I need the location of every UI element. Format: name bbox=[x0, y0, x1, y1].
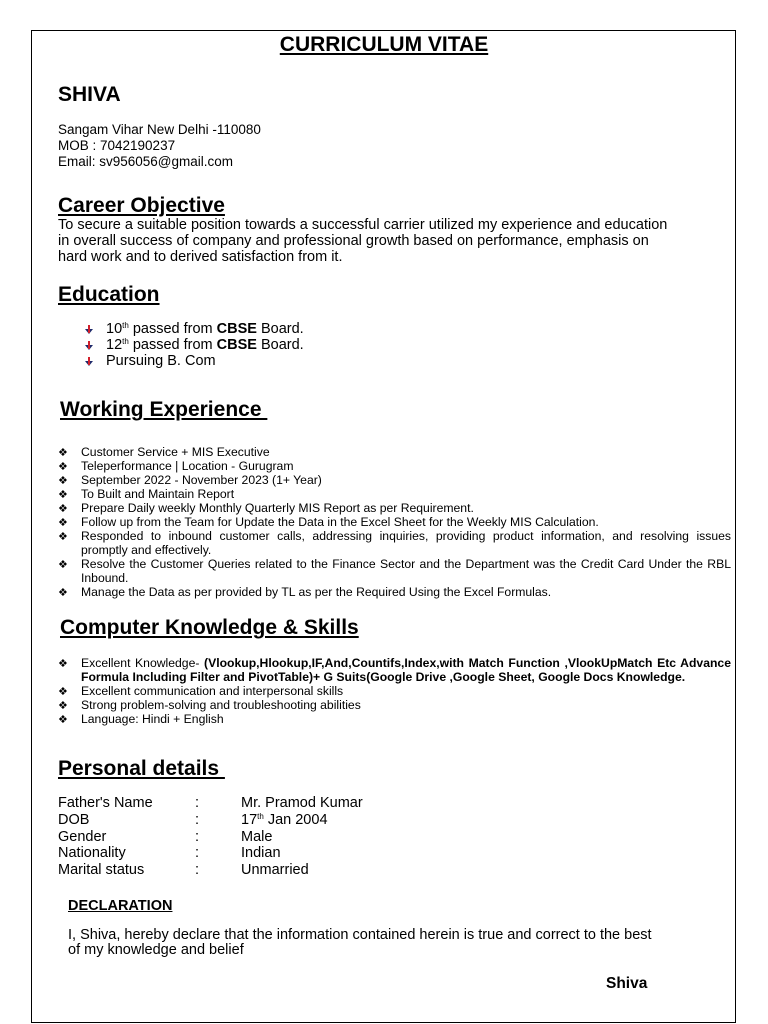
declaration-line: I, Shiva, hereby declare that the information contained herein is true and correct to the best bbox=[68, 927, 652, 943]
diamond-bullet-icon: ❖ bbox=[58, 714, 68, 726]
objective-line: hard work and to derived satisfaction from it. bbox=[58, 248, 343, 265]
education-item: Pursuing B. Com bbox=[84, 354, 304, 370]
skills-heading: Computer Knowledge & Skills bbox=[60, 616, 359, 639]
education-list bbox=[84, 322, 304, 369]
list-item: ❖ Language: Hindi + English bbox=[58, 712, 224, 726]
diamond-bullet-icon: ❖ bbox=[58, 489, 68, 501]
education-item: 12th passed from CBSE Board. bbox=[84, 338, 304, 354]
arrow-bullet-icon bbox=[84, 325, 94, 335]
working-experience-heading: Working Experience bbox=[60, 398, 268, 421]
education-heading: Education bbox=[58, 283, 160, 306]
diamond-bullet-icon: ❖ bbox=[58, 658, 68, 670]
list-item: ❖ Excellent communication and interpersonal skills bbox=[58, 684, 344, 698]
list-item: ❖ Resolve the Customer Queries related to the Finance Sector and the Department was the Credit Card Under the RBL Inbound. bbox=[58, 557, 731, 585]
career-objective-heading: Career Objective bbox=[58, 194, 225, 217]
address: Sangam Vihar New Delhi -110080 bbox=[58, 122, 261, 137]
experience-list bbox=[58, 445, 731, 599]
signature: Shiva bbox=[606, 975, 648, 992]
diamond-bullet-icon: ❖ bbox=[58, 517, 68, 529]
diamond-bullet-icon: ❖ bbox=[58, 447, 68, 459]
contact-block bbox=[58, 122, 261, 169]
list-item: ❖ Teleperformance | Location - Gurugram bbox=[58, 459, 294, 473]
personal-details-heading: Personal details bbox=[58, 757, 225, 780]
declaration-heading: DECLARATION bbox=[68, 898, 173, 914]
list-item: ❖ To Built and Maintain Report bbox=[58, 487, 235, 501]
diamond-bullet-icon: ❖ bbox=[58, 587, 68, 599]
objective-line: To secure a suitable position towards a successful carrier utilized my experience and education bbox=[58, 217, 668, 233]
list-item: ❖ Customer Service + MIS Executive bbox=[58, 445, 270, 459]
list-item: ❖ Follow up from the Team for Update the Data in the Excel Sheet for the Weekly MIS Calculation. bbox=[58, 515, 599, 529]
arrow-bullet-icon bbox=[84, 341, 94, 351]
list-item: ❖ Strong problem-solving and troubleshooting abilities bbox=[58, 698, 361, 712]
email: Email: sv956056@gmail.com bbox=[58, 153, 234, 169]
candidate-name: SHIVA bbox=[58, 83, 121, 106]
arrow-bullet-icon bbox=[84, 357, 94, 367]
objective-line: in overall success of company and professional growth based on performance, emphasis on bbox=[58, 232, 649, 249]
list-item: ❖ Prepare Daily weekly Monthly Quarterly MIS Report as per Requirement. bbox=[58, 501, 474, 515]
mobile: MOB : 7042190237 bbox=[58, 137, 176, 153]
diamond-bullet-icon: ❖ bbox=[58, 475, 68, 487]
declaration-line: of my knowledge and belief bbox=[68, 942, 244, 958]
list-item: ❖ Manage the Data as per provided by TL as per the Required Using the Excel Formulas. bbox=[58, 585, 552, 599]
list-item: ❖ Excellent Knowledge- (Vlookup,Hlookup,IF,And,Countifs,Index,with Match Function ,VlookUpMatch Etc Advance Formula Including Filter and PivotTable)+ G Suits(Google Drive ,Google Sheet, Google Docs Knowledge. bbox=[58, 656, 731, 684]
list-item: ❖ Responded to inbound customer calls, addressing inquiries, providing product information, and resolving issues promptly and effectively. bbox=[58, 529, 731, 557]
document-title: CURRICULUM VITAE bbox=[279, 33, 489, 56]
list-item: ❖ September 2022 - November 2023 (1+ Year) bbox=[58, 473, 322, 487]
diamond-bullet-icon: ❖ bbox=[58, 559, 68, 571]
declaration-text bbox=[68, 928, 708, 958]
education-item: 10th passed from CBSE Board. bbox=[84, 322, 304, 338]
diamond-bullet-icon: ❖ bbox=[58, 461, 68, 473]
diamond-bullet-icon: ❖ bbox=[58, 700, 68, 712]
diamond-bullet-icon: ❖ bbox=[58, 503, 68, 515]
skills-list bbox=[58, 656, 731, 726]
career-objective-text bbox=[58, 218, 718, 265]
diamond-bullet-icon: ❖ bbox=[58, 686, 68, 698]
diamond-bullet-icon: ❖ bbox=[58, 531, 68, 543]
